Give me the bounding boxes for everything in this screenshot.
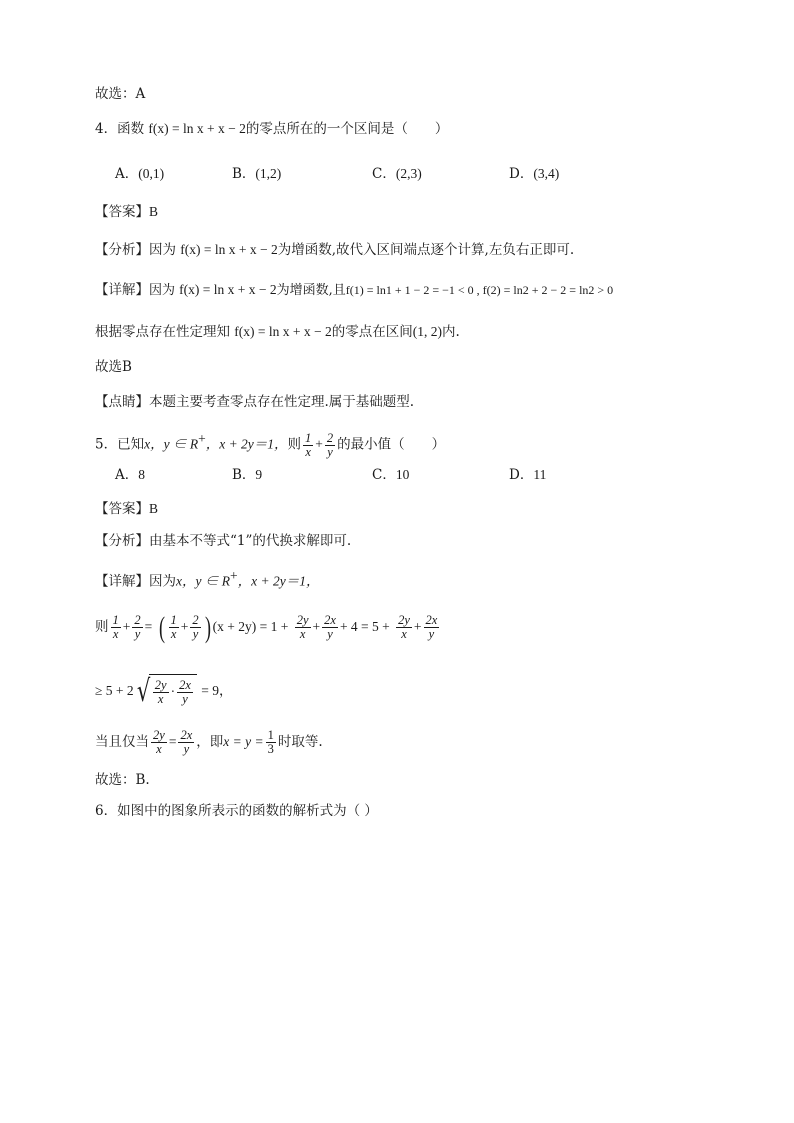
math-expression: (1, 2) xyxy=(412,324,442,339)
option-a: A．8 xyxy=(115,467,145,483)
answer-tag: 【答案】 xyxy=(95,501,149,517)
option-d: D．11 xyxy=(509,467,547,483)
q5-stem: 5．已知x，y ∈ R+，x + 2y＝1，则 $\frac{1}{x}$ + $\frac{2}{y}$ 的最小值（ ） xyxy=(95,430,446,459)
q4-conclusion: 故选B xyxy=(95,359,132,375)
option-a: A．(0,1) xyxy=(115,166,165,182)
math-expression: f(x) = ln x + x − 2 xyxy=(148,121,246,136)
question-number: 5． xyxy=(95,436,118,453)
answer-tag: 【答案】 xyxy=(95,204,149,220)
left-paren: ( xyxy=(158,610,165,644)
fraction-2-over-y: $\frac{2}{y}$ xyxy=(326,430,334,459)
q5-derivation-1: 则 $\frac{1}{x}$ + $\frac{2}{y}$ = ( $\frac{1}{x}$ + $\frac{2}{y}$ ) (x + 2y) = 1 + $\frac{2y}{x}$ + $\frac{2x}{y}$ + 4 = 5 + $\frac{2y}{x}$ + $\frac{2x}{y}$ xyxy=(95,610,438,644)
q5-equality-condition: 当且仅当 $\frac{2y}{x}$ = $\frac{2x}{y}$ ，即x = y = $\frac{1}{3}$ 时取等. xyxy=(95,728,323,756)
math-expression: f(x) = ln x + x − 2 xyxy=(180,242,278,257)
q5-derivation-2: ≥ 5 + 2 √ $\frac{2y}{x}$ · $\frac{2x}{y}$ = 9， xyxy=(95,673,233,709)
right-paren: ) xyxy=(204,610,211,644)
comment-tag: 【点睛】 xyxy=(95,394,149,410)
q4-comment: 【点睛】本题主要考查零点存在性定理.属于基础题型. xyxy=(95,394,415,410)
q4-answer: 【答案】B xyxy=(95,204,159,220)
q6-stem: 6．如图中的图象所表示的函数的解析式为（ ） xyxy=(95,803,378,819)
math-expression: f(x) = ln x + x − 2 xyxy=(179,282,277,297)
q5-detail: 【详解】因为x，y ∈ R+，x + 2y＝1， xyxy=(95,568,320,590)
analysis-tag: 【分析】 xyxy=(95,533,149,549)
fraction-1-over-x: $\frac{1}{x}$ xyxy=(305,430,312,459)
question-number: 4． xyxy=(95,121,118,137)
option-c: C．(2,3) xyxy=(372,166,422,182)
square-root: √ $\frac{2y}{x}$ · $\frac{2x}{y}$ xyxy=(134,674,197,709)
math-expression: f(1) = ln1 + 1 − 2 = −1 < 0 , f(2) = ln2 + 2 − 2 = ln2 > 0 xyxy=(345,283,614,297)
q5-analysis: 【分析】由基本不等式“1”的代换求解即可. xyxy=(95,533,352,549)
question-number: 6． xyxy=(95,803,118,819)
option-c: C．10 xyxy=(372,467,410,483)
detail-tag: 【详解】 xyxy=(95,573,149,590)
q4-detail: 【详解】因为 f(x) = ln x + x − 2为增函数,且f(1) = ln1 + 1 − 2 = −1 < 0 , f(2) = ln2 + 2 − 2 = ln2 > 0 xyxy=(95,282,614,298)
q5-answer: 【答案】B xyxy=(95,501,159,517)
q4-stem: 4．函数 f(x) = ln x + x − 2的零点所在的一个区间是（ ） xyxy=(95,121,449,137)
q4-detail-2: 根据零点存在性定理知 f(x) = ln x + x − 2的零点在区间(1, 2)内. xyxy=(95,324,460,340)
math-expression: x，y ∈ R xyxy=(144,436,199,452)
option-b: B．9 xyxy=(232,467,263,483)
q4-analysis: 【分析】因为 f(x) = ln x + x − 2为增函数,故代入区间端点逐个计算,左负右正即可. xyxy=(95,242,575,258)
math-expression: x，y ∈ R xyxy=(176,573,230,589)
option-d: D．(3,4) xyxy=(509,166,560,182)
analysis-tag: 【分析】 xyxy=(95,242,149,258)
q5-conclusion: 故选：B. xyxy=(95,772,150,788)
prev-conclusion: 故选：A xyxy=(95,86,146,102)
math-expression: f(x) = ln x + x − 2 xyxy=(234,324,332,339)
detail-tag: 【详解】 xyxy=(95,282,149,298)
option-b: B．(1,2) xyxy=(232,166,282,182)
